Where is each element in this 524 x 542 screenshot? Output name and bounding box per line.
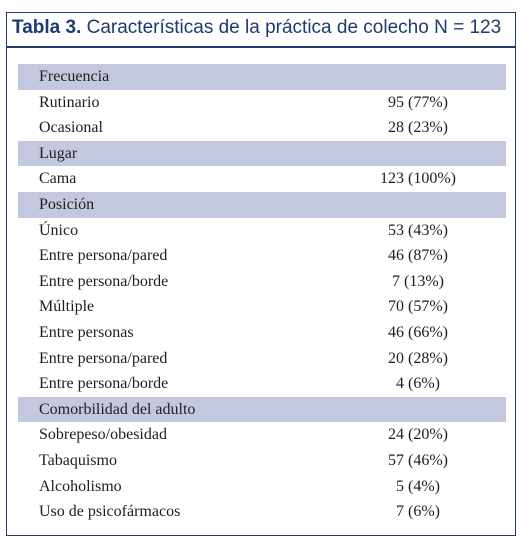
section-header [18,141,506,167]
table-number: Tabla 3. [12,17,82,38]
table-row [18,243,506,269]
row-label: Ocasional [39,119,103,137]
table-row [18,269,506,295]
row-value: 5 (4%) [396,477,440,495]
row-label: Sobrepeso/obesidad [39,426,167,444]
row-value: 24 (20%) [388,426,448,444]
table-row [18,320,506,346]
table-row [18,115,506,141]
row-value: 53 (43%) [388,221,448,239]
table-row [18,474,506,500]
section-heading: Comorbilidad del adulto [39,400,196,418]
row-label: Tabaquismo [39,451,117,469]
row-label: Único [39,221,79,239]
table-caption: Características de la práctica de colecho N = 123 [86,17,502,38]
table-row [18,166,506,192]
section-header [18,192,506,218]
row-value: 7 (6%) [396,503,440,521]
row-label: Alcoholismo [39,477,122,495]
row-label: Entre persona/borde [39,375,169,393]
table-row [18,346,506,372]
table-row [18,218,506,244]
table-title [12,12,501,44]
table-row [18,90,506,116]
row-value: 123 (100%) [380,170,456,188]
row-label: Uso de psicofármacos [39,503,181,521]
table-row [18,422,506,448]
row-value: 7 (13%) [392,272,444,290]
section-header [18,64,506,90]
row-label: Entre personas [39,323,134,341]
row-label: Rutinario [39,93,100,111]
row-value: 46 (87%) [388,247,448,265]
row-value: 57 (46%) [388,451,448,469]
row-label: Entre persona/borde [39,272,169,290]
section-heading: Frecuencia [39,68,110,85]
row-value: 28 (23%) [388,119,448,137]
table-row [18,499,506,525]
row-label: Múltiple [39,298,95,316]
row-label: Entre persona/pared [39,247,168,265]
row-value: 70 (57%) [388,298,448,316]
section-heading: Posición [39,195,95,213]
row-value: 4 (6%) [396,375,440,393]
section-heading: Lugar [39,144,78,162]
row-value: 95 (77%) [388,93,448,111]
table-row [18,294,506,320]
table-row [18,448,506,474]
data-table [18,64,506,525]
row-label: Cama [39,170,77,188]
table-row [18,371,506,397]
row-value: 20 (28%) [388,349,448,367]
row-label: Entre persona/pared [39,349,168,367]
row-value: 46 (66%) [388,323,448,341]
section-header [18,397,506,423]
title-divider [6,46,516,48]
